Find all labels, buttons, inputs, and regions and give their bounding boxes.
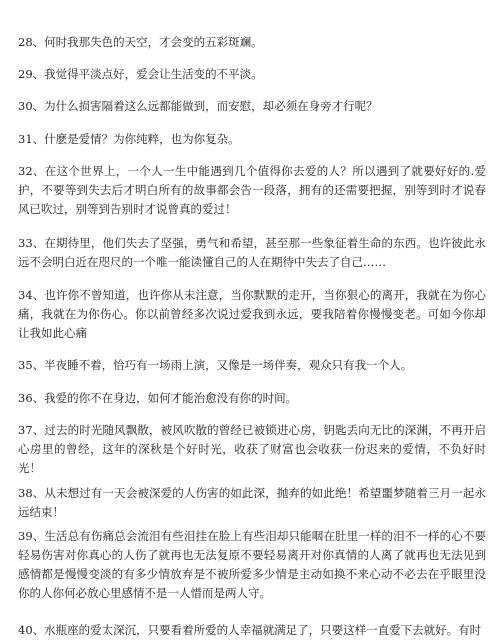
list-item: 29、我觉得平淡点好，爱会让生活变的不平淡。 (18, 67, 263, 81)
list-item: 36、我爱的你不在身边，如何才能治愈没有你的时间。 (18, 391, 298, 405)
list-item: 32、在这个世界上，一个人一生中能遇到几个值得你去爱的人？所以遇到了就要好好的.爱护，不要等到失去后才明白所有的故事都会告一段落，拥有的还需要把握，别等到时才说春风已吹过，别等到告别时才说曾真的爱过！ (18, 164, 486, 216)
list-item: 33、在期待里，他们失去了坚强，勇气和希望，甚至那一些象征着生命的东西。也许彼此永远不会明白近在咫尺的一个唯一能读懂自己的人在期待中失去了自己…… (18, 236, 486, 269)
list-item: 37、过去的时光随风飘散，被风吹散的曾经已被锁进心房，钥匙丢向无比的深渊，不再开启心房里的曾经，这年的深秋是个好时光，收获了财富也会收获一份迟来的爱情，不负好时光！ (18, 423, 486, 475)
list-item: 34、也许你不曾知道，也许你从未注意，当你默默的走开，当你狠心的离开，我就在为你心痛，我就在为你伤心。你以前曾经多次说过爱我到永远，要我陪着你慢慢变老。可如今你却让我如此心痛 (18, 288, 486, 340)
list-item: 38、从未想过有一天会被深爱的人伤害的如此深，抛弃的如此绝！希望噩梦随着三月一起永远结束！ (18, 486, 486, 519)
list-item: 39、生活总有伤痛总会流泪有些泪挂在脸上有些泪却只能咽在肚里一样的泪不一样的心不要轻易伤害对你真心的人伤了就再也无法复原不要轻易离开对你真情的人离了就再也无法见到感情都是慢慢变淡的有多少情放弃是不被所爱多少情是主动如换不来心动不必去在乎眼里没你的人你何必放心里感情不是一人惜而是两人守。 (18, 529, 486, 600)
list-item: 28、何时我那失色的天空，才会变的五彩斑斓。 (18, 35, 263, 49)
list-item: 31、什麽是爱情？为你纯粹，也为你复杂。 (18, 132, 240, 146)
list-item: 30、为什么损害隔着这么远都能做到，而安慰，却必须在身旁才行呢？ (18, 99, 378, 113)
list-item: 40、水瓶座的爱太深沉，只要看着所爱的人幸福就满足了，只要这样一直爱下去就好。有时 (18, 623, 482, 637)
list-item: 35、半夜睡不着，恰巧有一场雨上演，又像是一场伴奏，观众只有我一个人。 (18, 358, 413, 372)
